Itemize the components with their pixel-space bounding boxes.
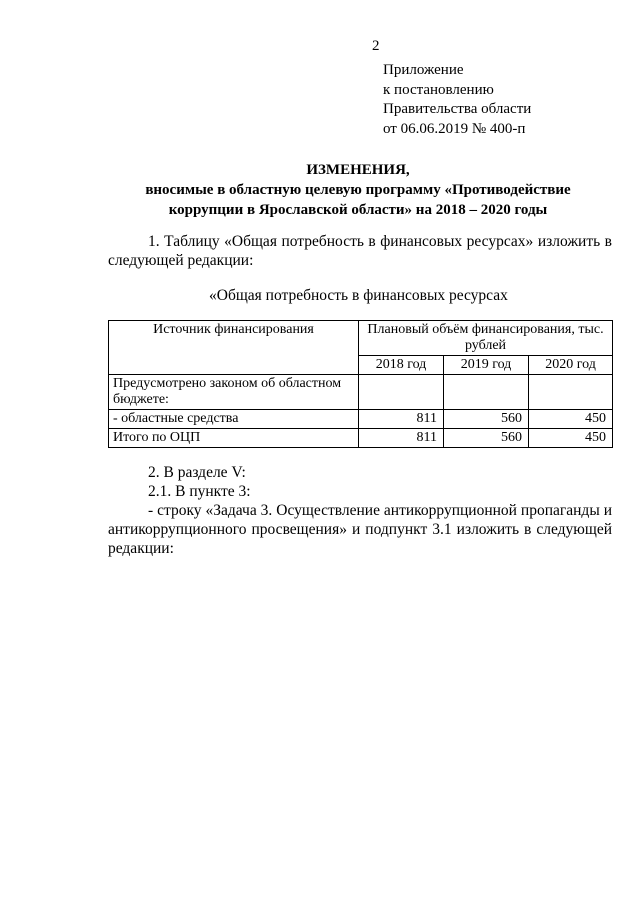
page-number: 2 bbox=[372, 38, 380, 54]
section-line: - строку «Задача 3. Осуществление антикоррупционной пропаганды и антикоррупционного просвещения» и подпункт 3.1 изложить в следующей редакции: bbox=[108, 502, 612, 557]
row-value bbox=[359, 375, 444, 410]
table-caption: «Общая потребность в финансовых ресурсах bbox=[209, 287, 508, 304]
header-planned: Плановый объём финансирования, тыс. рублей bbox=[359, 321, 613, 356]
appendix-line: к постановлению bbox=[383, 81, 494, 98]
title-line: ИЗМЕНЕНИЯ, bbox=[306, 162, 410, 178]
row-value: 560 bbox=[444, 410, 529, 429]
row-value: 560 bbox=[444, 429, 529, 448]
row-value: 450 bbox=[529, 429, 613, 448]
financing-table bbox=[108, 320, 613, 448]
table-header-row bbox=[109, 321, 613, 356]
appendix-line: Приложение bbox=[383, 62, 464, 78]
title-line: вносимые в областную целевую программу «Противодействие bbox=[145, 182, 571, 198]
section-line: 2.1. В пункте 3: bbox=[148, 483, 251, 500]
appendix-block bbox=[383, 61, 531, 139]
header-year: 2020 год bbox=[529, 356, 613, 375]
appendix-line: Правительства области bbox=[383, 101, 532, 117]
appendix-line: от 06.06.2019 № 400-п bbox=[383, 120, 526, 137]
section-2 bbox=[108, 463, 612, 558]
header-year: 2018 год bbox=[359, 356, 444, 375]
row-value: 450 bbox=[529, 410, 613, 429]
row-value bbox=[529, 375, 613, 410]
row-value: 811 bbox=[359, 410, 444, 429]
row-value bbox=[444, 375, 529, 410]
document-title bbox=[100, 160, 616, 220]
row-label: - областные средства bbox=[109, 410, 359, 429]
row-label: Итого по ОЦП bbox=[109, 429, 359, 448]
table-row bbox=[109, 375, 613, 410]
paragraph-1: 1. Таблицу «Общая потребность в финансовых ресурсах» изложить в следующей редакции: bbox=[108, 233, 612, 269]
row-value: 811 bbox=[359, 429, 444, 448]
section-line: 2. В разделе V: bbox=[148, 464, 246, 481]
header-source: Источник финансирования bbox=[109, 321, 359, 375]
title-line: коррупции в Ярославской области» на 2018 – 2020 годы bbox=[168, 202, 548, 218]
header-year: 2019 год bbox=[444, 356, 529, 375]
row-label: Предусмотрено законом об областном бюджете: bbox=[109, 375, 359, 410]
table-row bbox=[109, 410, 613, 429]
table-row bbox=[109, 429, 613, 448]
